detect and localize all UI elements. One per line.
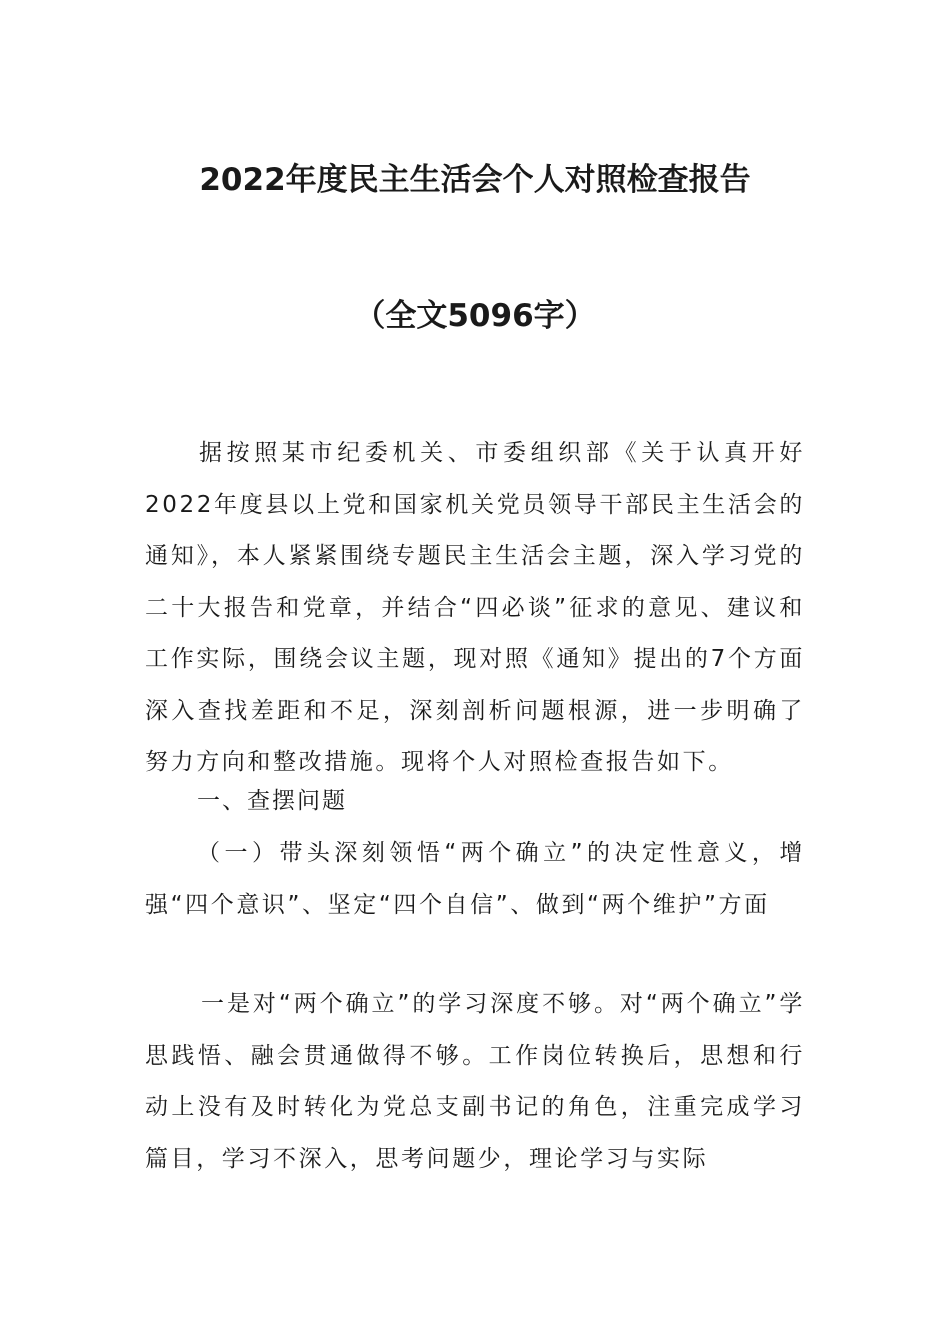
subsection-heading: （一）带头深刻领悟“两个确立”的决定性意义，增强“四个意识”、坚定“四个自信”、做到“两个维护”方面 bbox=[145, 840, 805, 918]
document-subtitle: （全文5096字） bbox=[354, 298, 596, 334]
document-title: 2022年度民主生活会个人对照检查报告 bbox=[199, 162, 751, 198]
intro-paragraph: 据按照某市纪委机关、市委组织部《关于认真开好2022年度县以上党和国家机关党员领导干部民主生活会的通知》，本人紧紧围绕专题民主生活会主题，深入学习党的二十大报告和党章，并结合“四必谈”征求的意见、建议和工作实际，围绕会议主题，现对照《通知》提出的7个方面深入查找差距和不足，深刻剖析问题根源，进一步明确了努力方向和整改措施。现将个人对照检查报告如下。 bbox=[145, 440, 805, 775]
point-one-paragraph: 一是对“两个确立”的学习深度不够。对“两个确立”学思践悟、融会贯通做得不够。工作岗位转换后，思想和行动上没有及时转化为党总支副书记的角色，注重完成学习篇目，学习不深入，思考问题少，理论学习与实际 bbox=[145, 991, 805, 1172]
section-heading: 一、查摆问题 bbox=[197, 788, 347, 814]
